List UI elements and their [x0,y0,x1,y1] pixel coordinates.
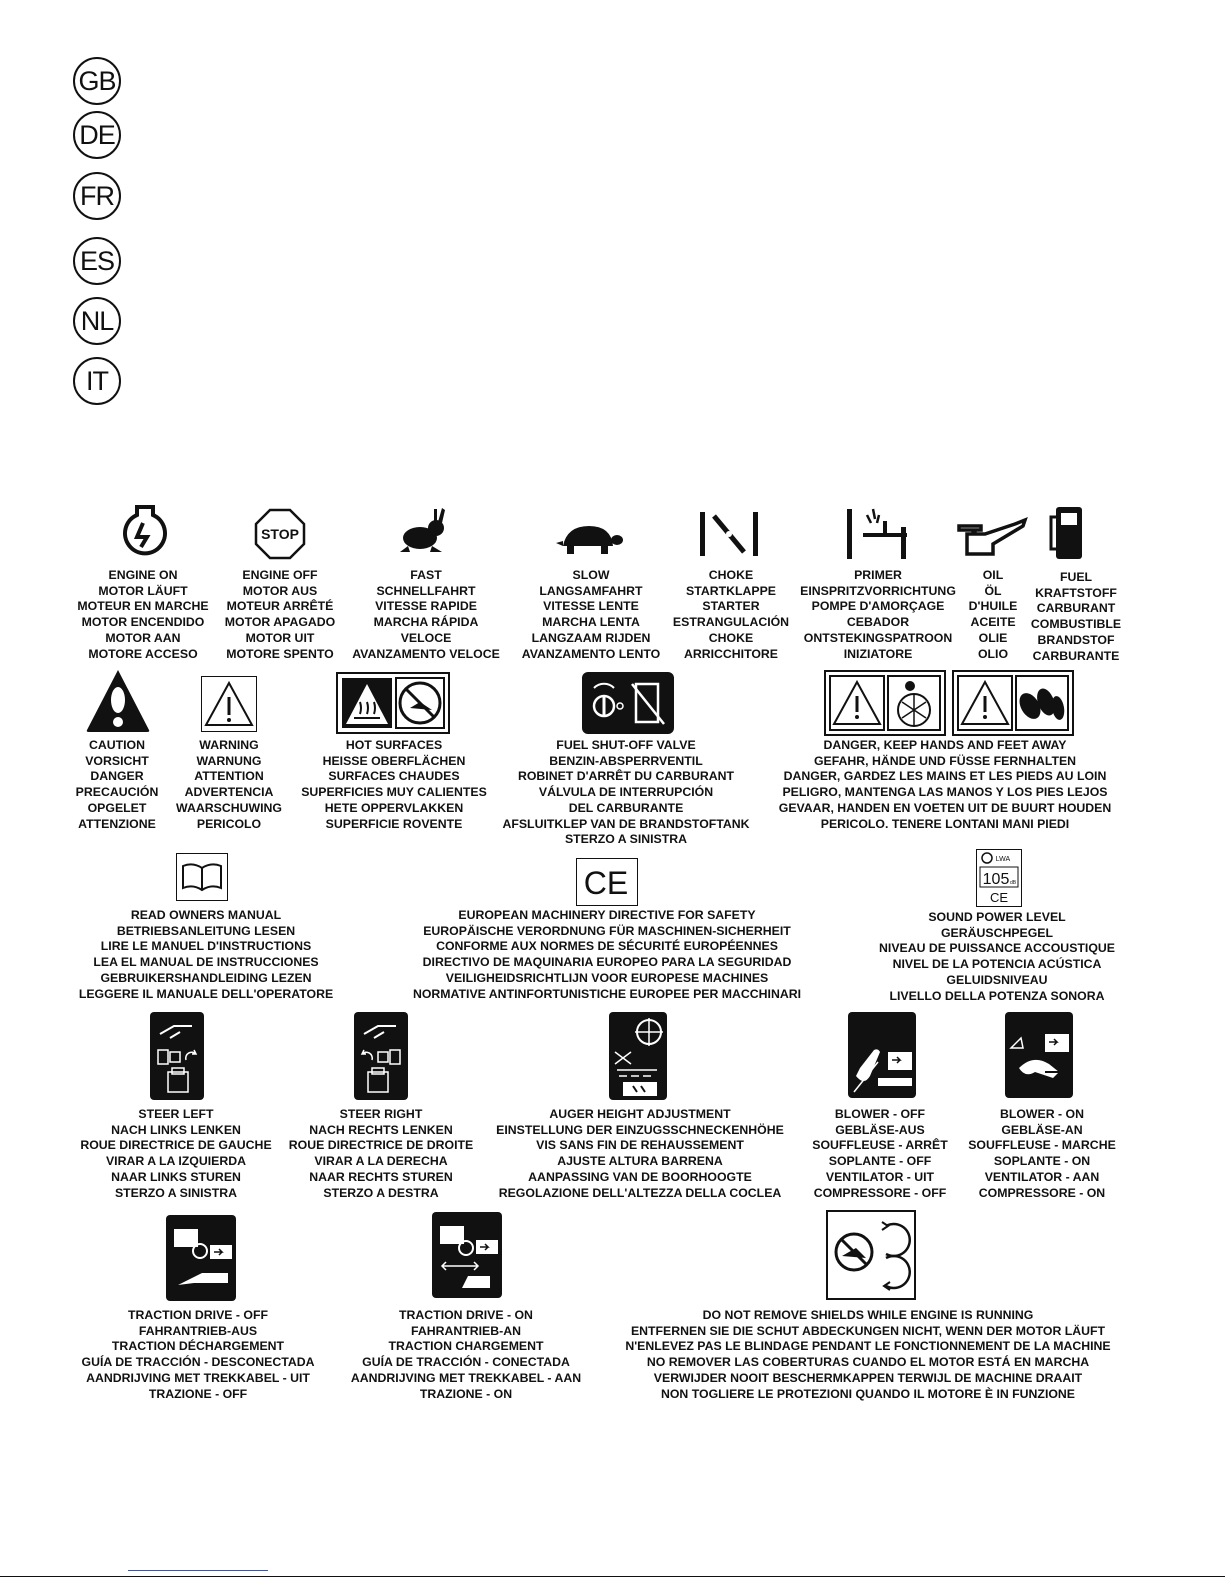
blower-on-icon [1005,1012,1073,1098]
oil-can-icon [955,514,1031,558]
shields-sign [826,1210,916,1300]
label-danger-hands: DANGER, KEEP HANDS AND FEET AWAY GEFAHR, HÄNDE UND FÜSSE FERNHALTEN DANGER, GARDEZ LES MAINS ET LES PIEDS AU LOIN PELIGRO, MANTENGA LAS MANOS Y LOS PIES LEJOS GEVAAR, HANDEN EN VOETEN UIT DE BUURT HOUDEN PERICOLO. TENERE LONTANI MANI PIEDI [778,738,1112,831]
svg-text:LWA: LWA [995,856,1011,863]
manual-sign [176,853,228,901]
label-steer-left: STEER LEFT NACH LINKS LENKEN ROUE DIRECTRICE DE GAUCHE VIRAR A LA IZQUIERDA NAAR LINKS STUREN STERZO A SINISTRA [80,1107,272,1200]
footer-link-underline [128,1570,268,1571]
choke-icon [698,510,762,558]
lang-badge-fr: FR [73,172,121,220]
svg-text:dB: dB [1009,880,1017,886]
blower-off-sign [848,1012,916,1098]
warning-triangle-icon [202,677,256,731]
label-traction-off: TRACTION DRIVE - OFF FAHRANTRIEB-AUS TRACTION DÉCHARGEMENT GUÍA DE TRACCIÓN - DESCONECTADA AANDRIJVING MET TREKKABEL - UIT TRAZIONE - OFF [81,1308,315,1401]
lang-badge-gb: GB [73,57,121,105]
stop-sign-icon [254,508,306,560]
danger-hands-sign-2 [952,670,1074,736]
hand-danger-icon [826,672,944,734]
steer-left-icon [150,1012,204,1100]
label-eu-directive: EUROPEAN MACHINERY DIRECTIVE FOR SAFETY EUROPÄISCHE VERORDNUNG FÜR MASCHINEN-SICHERHEIT CONFORME AUX NORMES DE SÉCURITÉ EUROPÉENNES DIRECTIVO DE MAQUINARIA EUROPEO PARA LA SEGURIDAD VEILIGHEIDSRICHTLIJN VOOR EUROPESE MACHINES NORMATIVE ANTINFORTUNISTICHE EUROPEE PER MACCHINARI [412,908,802,1001]
label-hot-surfaces: HOT SURFACES HEISSE OBERFLÄCHEN SURFACES CHAUDES SUPERFICIES MUY CALIENTES HETE OPPERVLAKKEN SUPERFICIE ROVENTE [301,738,487,831]
engine-on-icon [120,505,170,561]
danger-hands-sign-1 [824,670,946,736]
caution-icon [85,668,151,734]
blower-on-sign [1005,1012,1073,1098]
lang-badge-it: IT [73,357,121,405]
shield-warning-icon [828,1212,914,1298]
svg-text:CE: CE [989,890,1009,905]
lang-badge-de: DE [73,111,121,159]
label-fast: FAST SCHNELLFAHRT VITESSE RAPIDE MARCHA RÁPIDA VELOCE AVANZAMENTO VELOCE [352,568,500,661]
label-auger-height: AUGER HEIGHT ADJUSTMENT EINSTELLUNG DER EINZUGSSCHNECKENHÖHE VIS SANS FIN DE REHAUSSEMENT AJUSTE ALTURA BARRENA AANPASSING VAN DE BOORHOOGTE REGOLAZIONE DELL'ALTEZZA DELLA COCLEA [496,1107,784,1200]
label-primer: PRIMER EINSPRITZVORRICHTUNG POMPE D'AMORÇAGE CEBADOR ONTSTEKINGSPATROON INIZIATORE [800,568,956,661]
label-engine-on: ENGINE ON MOTOR LÄUFT MOTEUR EN MARCHE MOTOR ENCENDIDO MOTOR AAN MOTORE ACCESO [77,568,209,661]
lang-badge-nl: NL [73,297,121,345]
blower-off-icon [848,1012,916,1098]
traction-off-sign [166,1215,236,1301]
sound-level-icon [977,850,1021,906]
label-fuel: FUEL KRAFTSTOFF CARBURANT COMBUSTIBLE BRANDSTOF CARBURANTE [1030,570,1122,663]
hot-surface-icon [338,674,448,732]
traction-on-sign [432,1212,502,1298]
label-steer-right: STEER RIGHT NACH RECHTS LENKEN ROUE DIRECTRICE DE DROITE VIRAR A LA DERECHA NAAR RECHTS STUREN STERZO A DESTRA [288,1107,474,1200]
auger-height-sign [609,1012,667,1100]
turtle-icon [555,522,623,556]
sound-level-sign [976,849,1022,907]
footer-rule [0,1576,1225,1577]
svg-text:CE: CE [583,865,629,901]
label-choke: CHOKE STARTKLAPPE STARTER ESTRANGULACIÓN CHOKE ARRICCHITORE [672,568,790,661]
ce-mark-sign [576,858,638,906]
label-warning: WARNING WARNUNG ATTENTION ADVERTENCIA WAARSCHUWING PERICOLO [176,738,282,831]
open-book-icon [177,854,227,900]
steer-left-sign [150,1012,204,1100]
rabbit-icon [398,508,450,554]
steer-right-icon [354,1012,408,1100]
warning-sign-frame [201,676,257,732]
foot-danger-icon [954,672,1072,734]
label-engine-off: ENGINE OFF MOTOR AUS MOTEUR ARRÊTÉ MOTOR APAGADO MOTOR UIT MOTORE SPENTO [224,568,336,661]
steer-right-sign [354,1012,408,1100]
label-slow: SLOW LANGSAMFAHRT VITESSE LENTE MARCHA LENTA LANGZAAM RIJDEN AVANZAMENTO LENTO [521,568,661,661]
hot-surfaces-sign [336,672,450,734]
lang-badge-es: ES [73,237,121,285]
svg-text:105: 105 [982,871,1010,888]
label-caution: CAUTION VORSICHT DANGER PRECAUCIÓN OPGELET ATTENZIONE [75,738,159,831]
svg-text:STOP: STOP [261,526,299,542]
label-sound-power: SOUND POWER LEVEL GERÄUSCHPEGEL NIVEAU DE PUISSANCE ACCOUSTIQUE NIVEL DE LA POTENCIA ACÚSTICA GELUIDSNIVEAU LIVELLO DELLA POTENZA SONORA [879,910,1115,1003]
label-traction-on: TRACTION DRIVE - ON FAHRANTRIEB-AN TRACTION CHARGEMENT GUÍA DE TRACCIÓN - CONECTADA AANDRIJVING MET TREKKABEL - AAN TRAZIONE - ON [350,1308,582,1401]
fuel-shutoff-sign [582,672,674,734]
traction-off-icon [166,1215,236,1301]
label-fuel-shutoff: FUEL SHUT-OFF VALVE BENZIN-ABSPERRVENTIL ROBINET D'ARRÊT DU CARBURANT VÁLVULA DE INTERRUPCIÓN DEL CARBURANTE AFSLUITKLEP VAN DE BRANDSTOFTANK STERZO A SINISTRA [502,738,750,847]
fuel-valve-icon [582,672,674,734]
label-blower-on: BLOWER - ON GEBLÄSE-AN SOUFFLEUSE - MARCHE SOPLANTE - ON VENTILATOR - AAN COMPRESSORE - ON [968,1107,1116,1200]
label-oil: OIL ÖL D'HUILE ACEITE OLIE OLIO [968,568,1018,661]
ce-mark-icon [577,859,635,903]
label-shields: DO NOT REMOVE SHIELDS WHILE ENGINE IS RUNNING ENTFERNEN SIE DIE SCHUT ABDECKUNGEN NICHT, WENN DER MOTOR LÄUFT N'ENLEVEZ PAS LE BLINDAGE PENDANT LE FONCTIONNEMENT DE LA MACHINE NO REMOVER LAS COBERTURAS CUANDO EL MOTOR ESTÁ EN MARCHA VERWIJDER NOOIT BESCHERMKAPPEN TERWIJL DE MACHINE DRAAIT NON TOGLIERE LE PROTEZIONI QUANDO IL MOTORE È IN FUNZIONE [625,1308,1111,1401]
auger-height-icon [609,1012,667,1100]
primer-icon [845,505,911,561]
fuel-pump-icon [1046,505,1092,561]
label-blower-off: BLOWER - OFF GEBLÄSE-AUS SOUFFLEUSE - ARRÊT SOPLANTE - OFF VENTILATOR - UIT COMPRESSORE - OFF [812,1107,948,1200]
label-read-manual: READ OWNERS MANUAL BETRIEBSANLEITUNG LESEN LIRE LE MANUEL D'INSTRUCTIONS LEA EL MANUAL DE INSTRUCCIONES GEBRUIKERSHANDLEIDING LEZEN LEGGERE IL MANUALE DELL'OPERATORE [78,908,334,1001]
traction-on-icon [432,1212,502,1298]
